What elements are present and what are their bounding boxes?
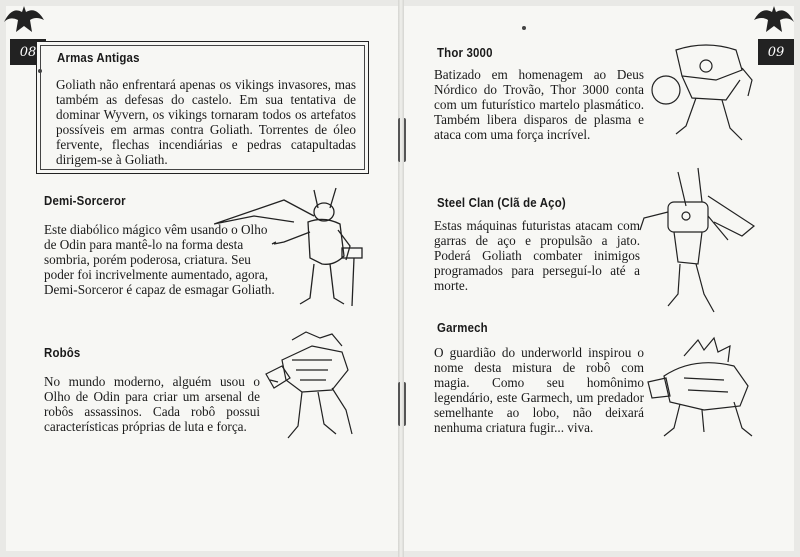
- thor-3000-title: Thor 3000: [437, 45, 493, 60]
- page-gutter: [398, 0, 404, 557]
- demi-sorceror-illustration: [214, 186, 366, 312]
- page-number-right: 09: [758, 39, 794, 65]
- steel-clan-illustration: [638, 166, 756, 316]
- page-dot: [38, 69, 42, 73]
- garmech-text: O guardião do underworld inspirou o nome desta mistura de robô com magia. Como seu homônimo legendário, este Garmech, um predador semelhante ao lobo, não deixará nenhuma criatura fugir... viva.: [434, 345, 644, 435]
- armas-antigas-text: Goliath não enfrentará apenas os vikings invasores, mas também as defesas do castelo. Em sua tentativa de dominar Wyvern, os vikings tornaram todos os artefatos possíveis em armas contra Goliath. Torrentes de óleo fervente, flechas incendiárias e pedras catapultadas dirigem-se à Goliath.: [56, 77, 356, 167]
- steel-clan-title: Steel Clan (Clã de Aço): [437, 195, 566, 210]
- robos-title: Robôs: [44, 345, 81, 360]
- steel-clan-text: Estas máquinas futuristas atacam com garras de aço e propulsão a jato. Poderá Goliath combater inimigos programados para perseguí-lo até a morte.: [434, 218, 640, 293]
- staple-bottom: [398, 382, 406, 426]
- page-dot: [522, 26, 526, 30]
- thor-3000-text: Batizado em homenagem ao Deus Nórdico do Trovão, Thor 3000 conta com um futurístico martelo plasmático. Também libera disparos de plasma e ataca com uma força incrível.: [434, 67, 644, 142]
- garmech-title: Garmech: [437, 320, 488, 335]
- robos-text: No mundo moderno, alguém usou o Olho de Odin para criar um arsenal de robôs assassinos. Cada robô possui características próprias de luta e força.: [44, 374, 260, 434]
- demi-sorceror-title: Demi-Sorceror: [44, 193, 126, 208]
- gargoyle-icon: [2, 2, 46, 36]
- thor-3000-illustration: [646, 40, 758, 148]
- demi-sorceror-text: Este diabólico mágico vêm usando o Olho de Odin para mantê-lo na forma desta sombria, porém poderosa, criatura. Seu poder foi incrivelmente aumentado, agora, Demi-Sorceror é capaz de esmagar Goliath.: [44, 222, 275, 297]
- staple-top: [398, 118, 406, 162]
- gargoyle-icon: [752, 2, 796, 36]
- garmech-illustration: [644, 336, 760, 440]
- robos-illustration: [262, 330, 362, 446]
- armas-antigas-title: Armas Antigas: [57, 50, 140, 65]
- page-number-left: 08: [10, 39, 46, 65]
